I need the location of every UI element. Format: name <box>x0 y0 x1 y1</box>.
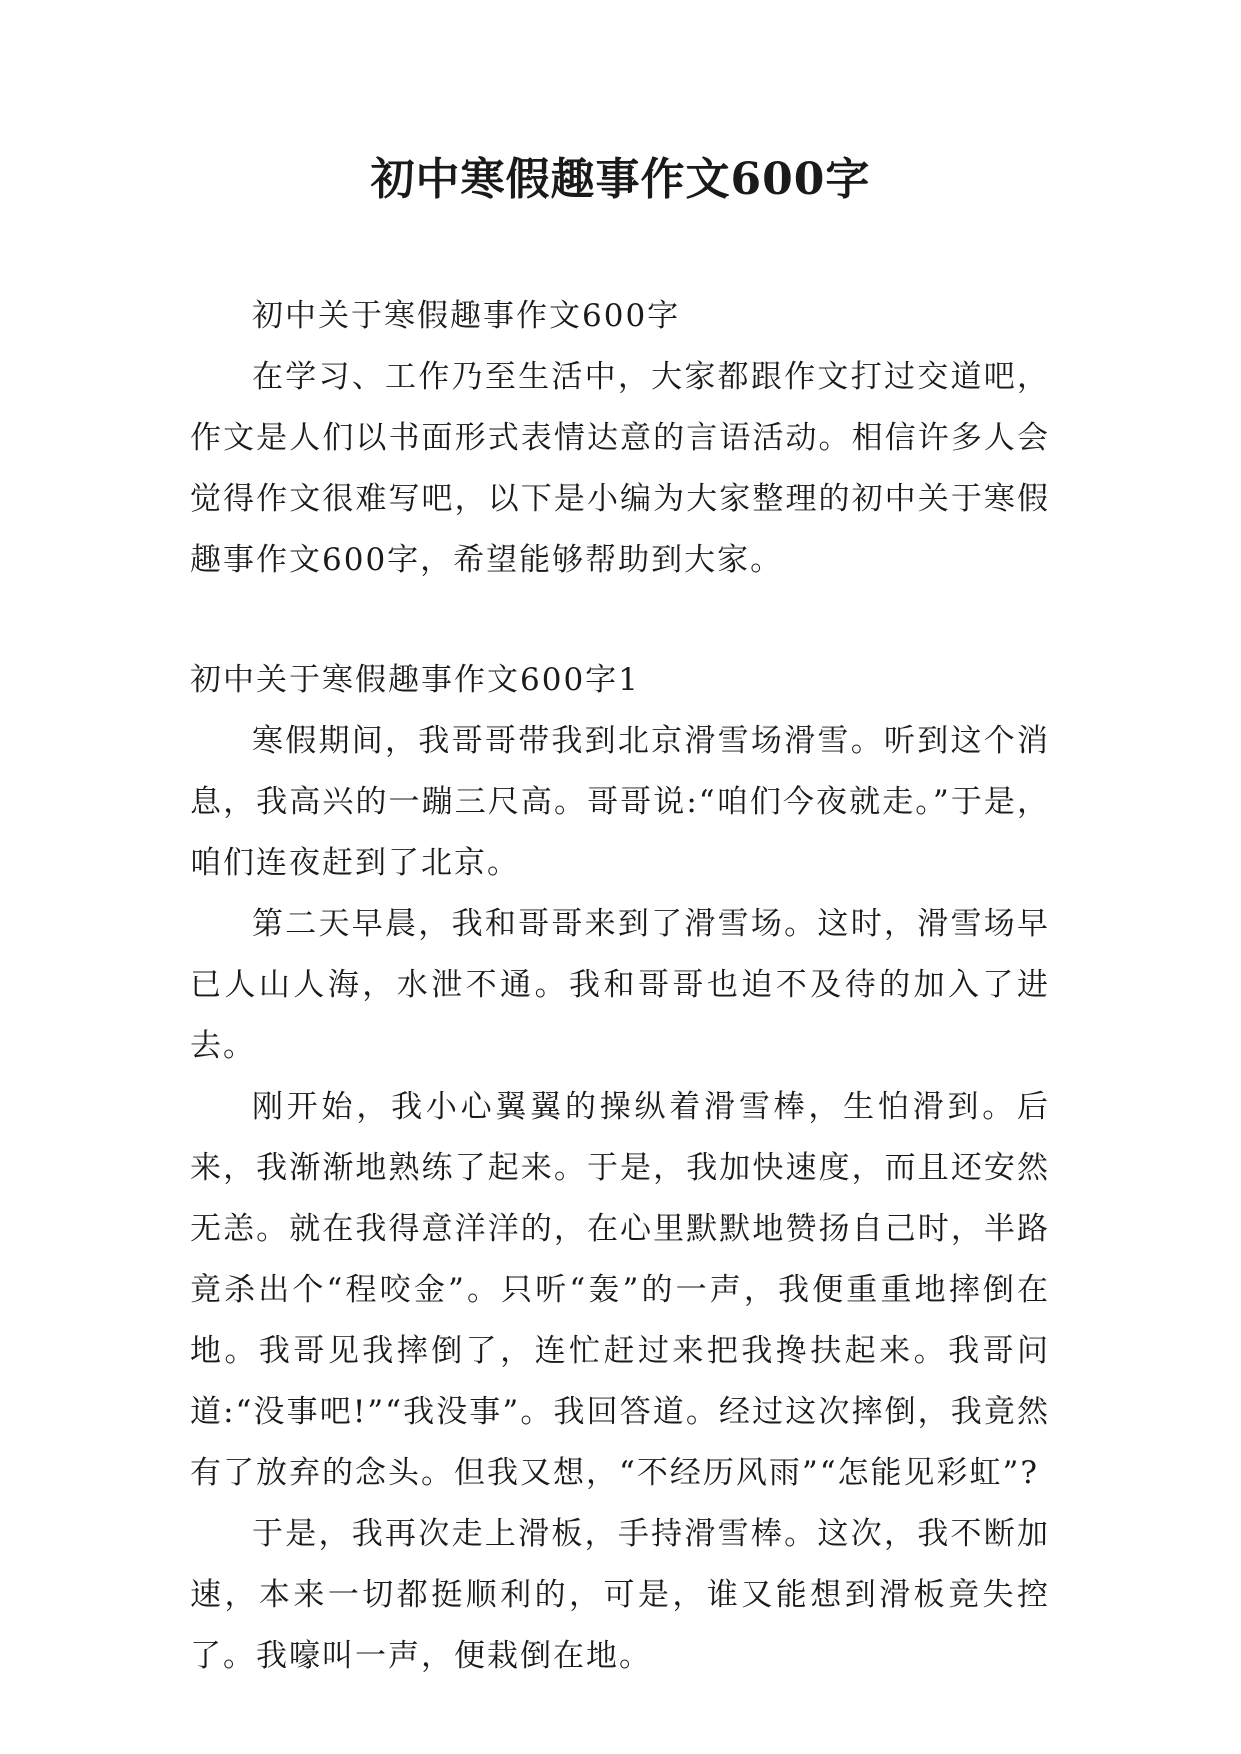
essay-paragraph: 于是，我再次走上滑板，手持滑雪棒。这次，我不断加速，本来一切都挺顺利的，可是，谁又能想到滑板竟失控了。我嚎叫一声，便栽倒在地。 <box>190 1516 1050 1674</box>
essay-paragraph: 寒假期间，我哥哥带我到北京滑雪场滑雪。听到这个消息，我高兴的一蹦三尺高。哥哥说:“咱们今夜就走。”于是，咱们连夜赶到了北京。 <box>190 723 1050 881</box>
intro-paragraph: 在学习、工作乃至生活中，大家都跟作文打过交道吧，作文是人们以书面形式表情达意的言语活动。相信许多人会觉得作文很难写吧，以下是小编为大家整理的初中关于寒假趣事作文600字，希望能够帮助到大家。 <box>190 359 1050 578</box>
intro-subtitle: 初中关于寒假趣事作文600字 <box>252 298 681 334</box>
essay-heading: 初中关于寒假趣事作文600字1 <box>190 662 640 698</box>
document-title: 初中寒假趣事作文600字 <box>370 154 871 205</box>
document-body <box>190 286 1050 1687</box>
essay-paragraph: 第二天早晨，我和哥哥来到了滑雪场。这时，滑雪场早已人山人海，水泄不通。我和哥哥也迫不及待的加入了进去。 <box>190 906 1050 1064</box>
essay-paragraph: 刚开始，我小心翼翼的操纵着滑雪棒，生怕滑到。后来，我渐渐地熟练了起来。于是，我加快速度，而且还安然无恙。就在我得意洋洋的，在心里默默地赞扬自己时，半路竟杀出个“程咬金”。只听“轰”的一声，我便重重地摔倒在地。我哥见我摔倒了，连忙赶过来把我搀扶起来。我哥问道:“没事吧!”“我没事”。我回答道。经过这次摔倒，我竟然有了放弃的念头。但我又想，“不经历风雨”“怎能见彩虹”? <box>190 1089 1050 1491</box>
section-spacer <box>190 591 1050 650</box>
